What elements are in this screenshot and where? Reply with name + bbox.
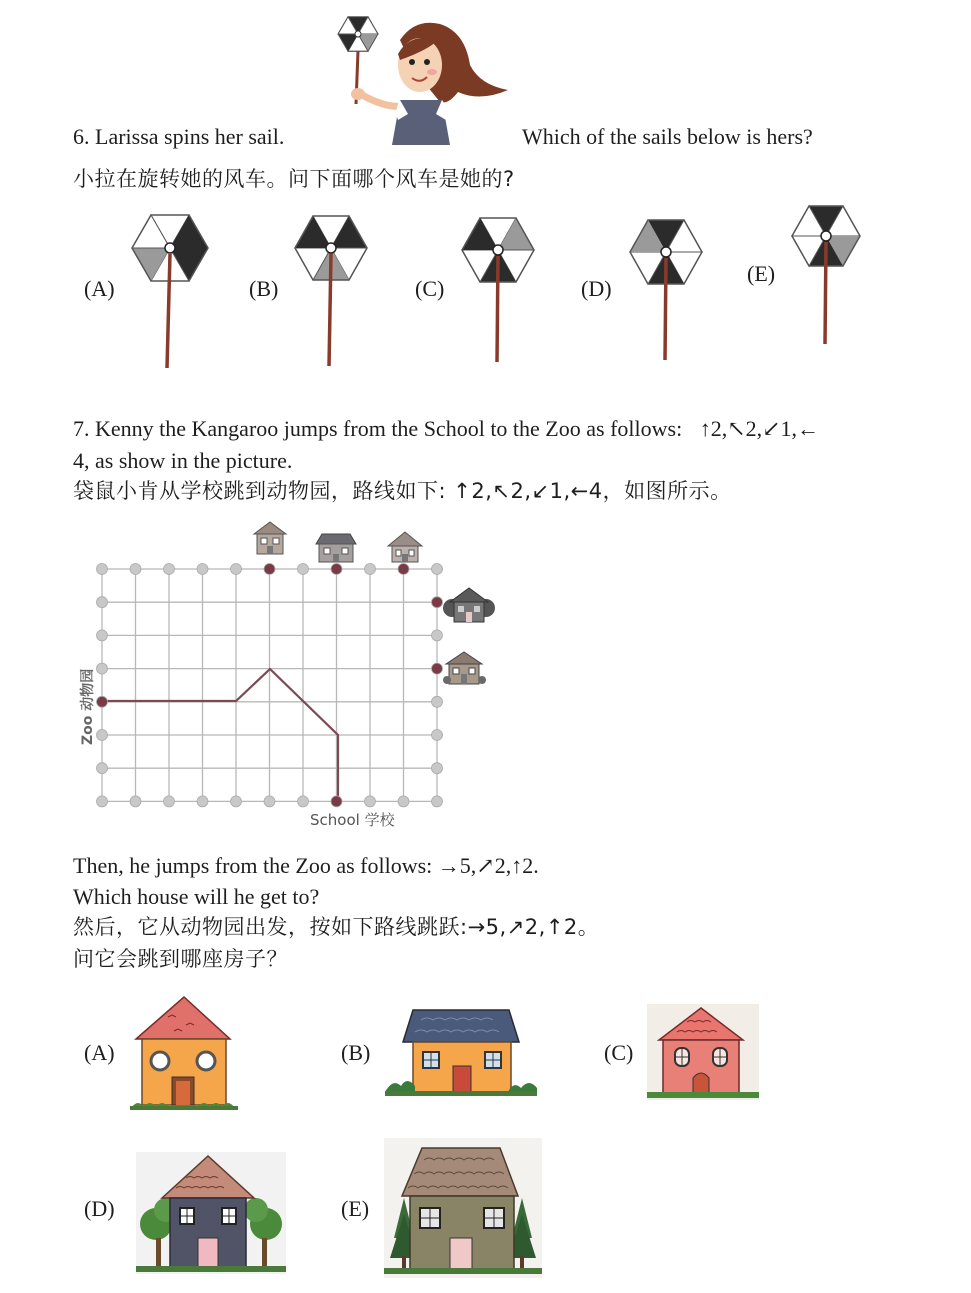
grid-dot: [298, 564, 309, 575]
grid-dot: [130, 796, 141, 807]
grid-dot: [432, 564, 443, 575]
grid-dot-marked: [331, 564, 342, 575]
q6-option-b-label: (B): [249, 276, 279, 301]
grid-dot: [197, 796, 208, 807]
q6-option-e-label: (E): [747, 261, 776, 286]
q7-prompt-text: Kenny the Kangaroo jumps from the School to the Zoo as follows:: [95, 416, 683, 441]
grid-dot: [231, 564, 242, 575]
q6-prompt-part1: [73, 124, 284, 150]
girl-with-pinwheel-illustration: [330, 10, 515, 145]
grid-dot: [432, 763, 443, 774]
grid-dot-marked: [432, 597, 443, 608]
grid-dot: [365, 564, 376, 575]
q7-then-chinese: 然后，它从动物园出发，按如下路线跳跃:→5,↗2,↑2。: [73, 915, 600, 939]
q7-option-d-house-icon: [136, 1152, 286, 1274]
q7-which-line: Which house will he get to?: [73, 884, 320, 909]
q7-option-c-house-icon: [647, 1004, 759, 1100]
q7-option-a-house-icon: [130, 995, 238, 1113]
q7-which-chinese: 问它会跳到哪座房子？: [73, 947, 288, 971]
q6-option-a-label: (A): [84, 276, 115, 301]
grid-dot: [432, 696, 443, 707]
q7-option-b-label: (B): [341, 1040, 371, 1065]
q6-option-d-label: (D): [581, 276, 612, 301]
right-house-1-icon: [443, 588, 495, 622]
q7-option-e-label: (E): [341, 1196, 370, 1221]
grid-dot: [97, 763, 108, 774]
top-house-1-icon: [254, 522, 286, 554]
grid-dot: [298, 796, 309, 807]
grid-lines: [102, 569, 437, 801]
grid-dot: [97, 630, 108, 641]
grid-dot-marked: [432, 663, 443, 674]
q6-number: 6.: [73, 124, 90, 149]
q6-option-e-pinwheel-icon: [790, 200, 862, 348]
grid-dot: [197, 564, 208, 575]
school-label: School 学校: [310, 811, 395, 829]
grid-dot: [432, 796, 443, 807]
q7-prompt-line2: 4, as show in the picture.: [73, 448, 293, 473]
q7-option-b-house-icon: [385, 1006, 537, 1098]
right-house-2-icon: [443, 652, 486, 684]
q7-then-line: Then, he jumps from the Zoo as follows: →5,↗2,↑2.: [73, 853, 539, 878]
q6-option-a-pinwheel-icon: [128, 206, 212, 371]
grid-dot: [432, 630, 443, 641]
q7-option-d-label: (D): [84, 1196, 115, 1221]
grid-dot: [398, 796, 409, 807]
grid-dot: [130, 564, 141, 575]
jump-grid-figure: [70, 510, 510, 835]
grid-dot: [264, 796, 275, 807]
zoo-label: Zoo 动物园: [80, 668, 96, 745]
q6-prompt-text-a: Larissa spins her sail.: [95, 124, 285, 149]
grid-dot-marked: [331, 796, 342, 807]
grid-dot: [432, 730, 443, 741]
q7-number: 7.: [73, 416, 90, 441]
grid-dot: [97, 564, 108, 575]
grid-dot: [164, 564, 175, 575]
grid-dot: [365, 796, 376, 807]
q7-option-e-house-icon: [384, 1138, 542, 1278]
grid-dot: [164, 796, 175, 807]
grid-dot: [97, 796, 108, 807]
grid-dot-marked: [264, 564, 275, 575]
q6-option-d-pinwheel-icon: [626, 212, 706, 362]
q6-option-b-pinwheel-icon: [291, 208, 371, 368]
q7-prompt-moves: ↑2,↖2,↙1,←: [699, 416, 820, 441]
grid-dot: [97, 663, 108, 674]
q7-prompt-chinese: 袋鼠小肯从学校跳到动物园，路线如下: ↑2,↖2,↙1,←4，如图所示。: [73, 479, 732, 503]
q7-option-c-label: (C): [604, 1040, 634, 1065]
grid-dot: [97, 730, 108, 741]
grid-dot: [97, 597, 108, 608]
top-house-2-icon: [316, 534, 356, 562]
q7-prompt-line1: [73, 416, 819, 442]
q6-prompt-chinese: 小拉在旋转她的风车。问下面哪个风车是她的?: [73, 167, 515, 191]
q6-prompt-part2: Which of the sails below is hers?: [522, 124, 813, 149]
q6-option-c-pinwheel-icon: [458, 210, 538, 365]
grid-dot-marked: [398, 564, 409, 575]
top-house-3-icon: [388, 532, 422, 562]
q7-option-a-label: (A): [84, 1040, 115, 1065]
q6-option-c-label: (C): [415, 276, 445, 301]
grid-dot: [231, 796, 242, 807]
grid-dot-marked: [97, 696, 108, 707]
